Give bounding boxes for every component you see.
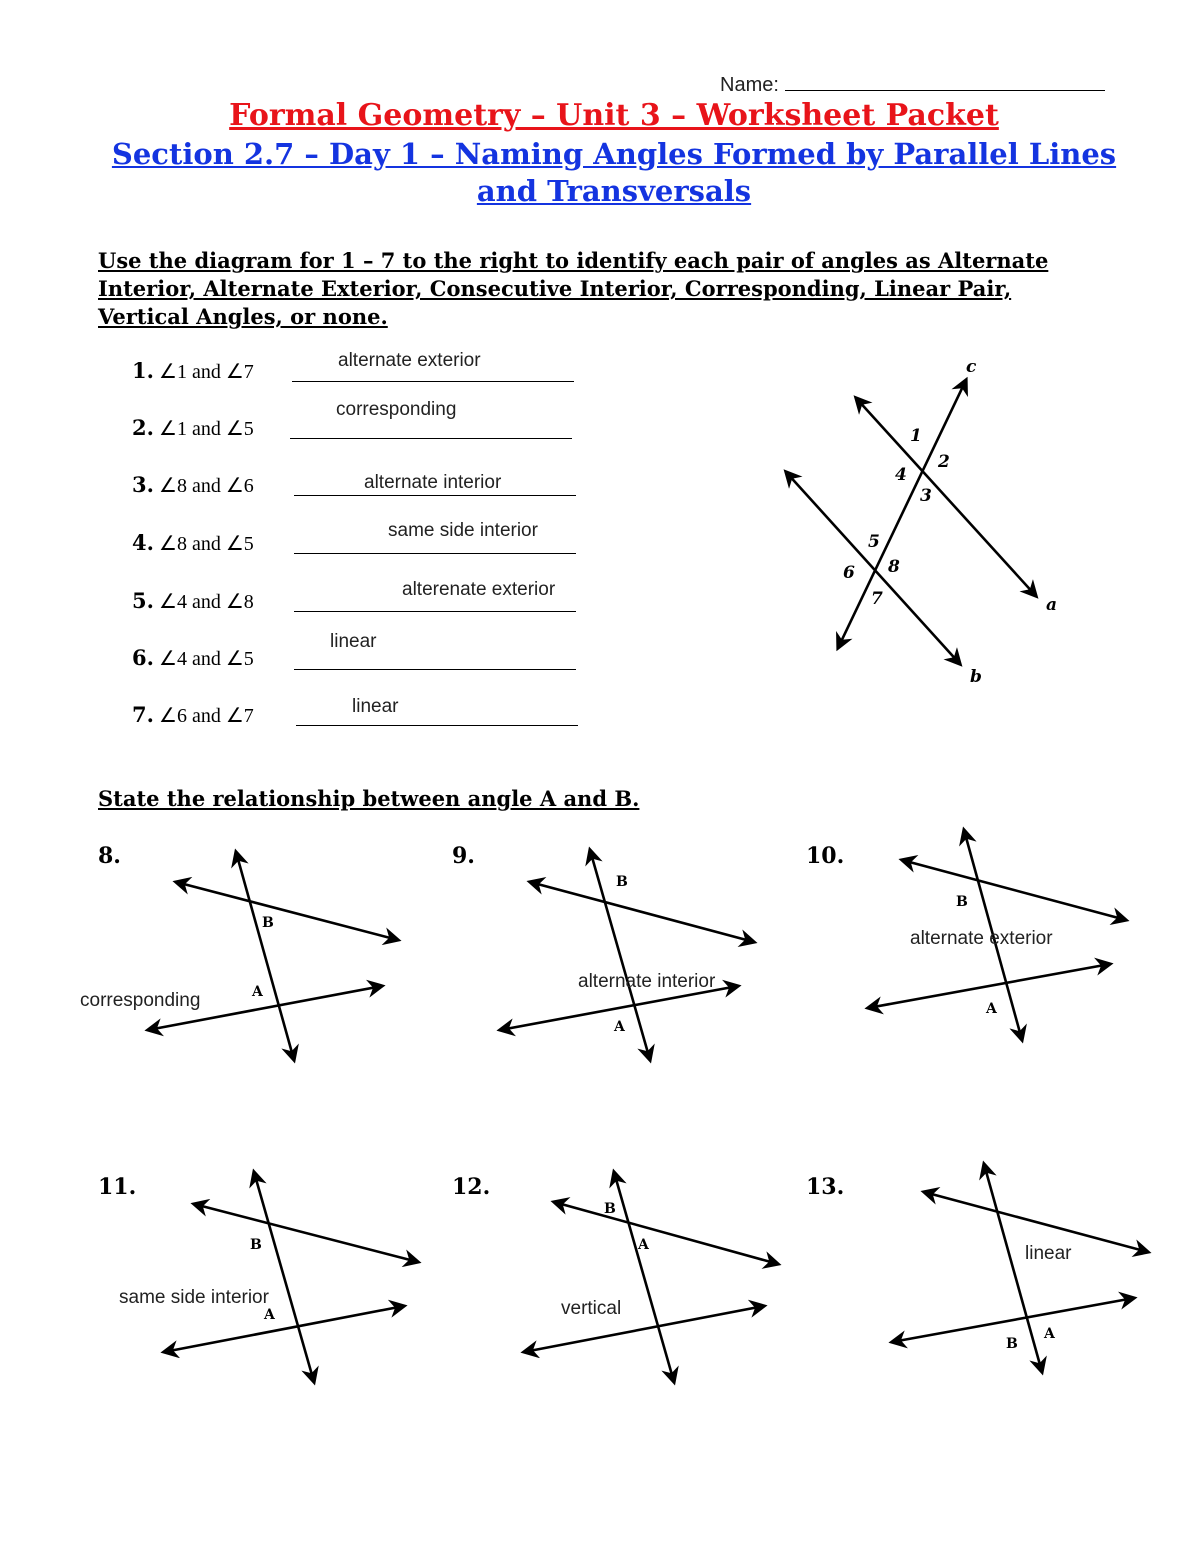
answer-blank-1[interactable] (292, 381, 574, 382)
problem-11-diagram (156, 1162, 428, 1394)
worksheet-title: Formal Geometry – Unit 3 – Worksheet Packet (229, 98, 999, 133)
answer-5: alterenate exterior (402, 579, 556, 600)
answer-blank-4[interactable] (294, 553, 576, 554)
answer-blank-6[interactable] (294, 669, 576, 670)
question-angles: ∠8 and ∠6 (159, 475, 254, 497)
line-a (856, 398, 1036, 596)
problem-12-answer: vertical (561, 1298, 622, 1319)
question-number: 3. (132, 472, 154, 497)
answer-blank-3[interactable] (294, 495, 576, 496)
problem-9-answer: alternate interior (578, 971, 716, 992)
problem-11-number: 11. (98, 1174, 137, 1200)
name-blank[interactable] (785, 72, 1105, 91)
problem-10-number: 10. (806, 843, 845, 869)
name-label: Name: (720, 74, 779, 96)
problem-11-label-a: A (264, 1307, 275, 1323)
answer-3: alternate interior (364, 472, 502, 493)
question-angles: ∠6 and ∠7 (159, 705, 254, 727)
angle-label-2: 2 (938, 452, 950, 472)
angle-label-6: 6 (843, 563, 855, 583)
problem-13-label-b: B (1006, 1336, 1018, 1352)
problem-12-label-a: A (638, 1237, 649, 1253)
question-angles: ∠8 and ∠5 (159, 533, 254, 555)
part2-instructions: State the relationship between angle A and B. (98, 786, 640, 811)
answer-blank-7[interactable] (296, 725, 578, 726)
problem-8-diagram (140, 840, 420, 1070)
answer-1: alternate exterior (338, 350, 481, 371)
problem-13-label-a: A (1044, 1326, 1055, 1342)
question-number: 1. (132, 358, 154, 383)
answer-7: linear (352, 696, 399, 717)
problem-9-label-a: A (614, 1019, 625, 1035)
question-4 (132, 530, 254, 556)
problem-13-number: 13. (806, 1174, 845, 1200)
problem-8-label-a: A (252, 984, 263, 1000)
angle-label-3: 3 (920, 486, 932, 506)
part1-instructions: Use the diagram for 1 – 7 to the right to identify each pair of angles as Alternate Interior, Alternate Exterior, Consecutive Interior, Corresponding, Linear Pair, Vertical Angles, or none. (98, 248, 1049, 329)
question-5 (132, 588, 254, 614)
section-title-line1: Section 2.7 – Day 1 – Naming Angles Formed by Parallel Lines (111, 137, 1117, 171)
problem-10-label-b: B (956, 894, 968, 910)
problem-13-answer: linear (1025, 1243, 1072, 1264)
problem-8-number: 8. (98, 843, 121, 869)
problem-8-answer: corresponding (80, 990, 201, 1011)
line-label-c: c (966, 357, 977, 377)
transversal-c (838, 380, 966, 648)
problem-12-diagram (516, 1162, 788, 1394)
question-angles: ∠4 and ∠5 (159, 648, 254, 670)
question-angles: ∠4 and ∠8 (159, 591, 254, 613)
problem-10-label-a: A (986, 1001, 997, 1017)
answer-blank-5[interactable] (294, 611, 576, 612)
problem-13-diagram (884, 1154, 1164, 1386)
angle-label-1: 1 (910, 426, 922, 446)
problem-12-label-b: B (604, 1201, 616, 1217)
line-b (786, 472, 960, 664)
angle-label-4: 4 (895, 465, 907, 485)
angle-label-7: 7 (871, 589, 883, 609)
answer-2: corresponding (336, 399, 457, 420)
problem-10-answer: alternate exterior (910, 928, 1053, 949)
answer-blank-2[interactable] (290, 438, 572, 439)
problem-12-number: 12. (452, 1174, 491, 1200)
angle-label-8: 8 (888, 557, 900, 577)
section-title-line2: and Transversals (476, 174, 752, 208)
problem-8-label-b: B (262, 915, 274, 931)
question-number: 7. (132, 702, 154, 727)
answer-4: same side interior (388, 520, 538, 541)
question-3 (132, 472, 254, 498)
question-1 (132, 358, 254, 384)
problem-9-label-b: B (616, 874, 628, 890)
problem-9-diagram (492, 840, 762, 1070)
problem-11-answer: same side interior (119, 1287, 269, 1308)
angle-label-5: 5 (868, 532, 880, 552)
question-6 (132, 645, 254, 671)
problem-9-number: 9. (452, 843, 475, 869)
section-title (0, 136, 1200, 210)
question-number: 2. (132, 415, 154, 440)
question-2 (132, 415, 254, 441)
question-7 (132, 702, 254, 728)
answer-6: linear (330, 631, 377, 652)
question-number: 6. (132, 645, 154, 670)
question-number: 5. (132, 588, 154, 613)
question-angles: ∠1 and ∠5 (159, 418, 254, 440)
question-angles: ∠1 and ∠7 (159, 361, 254, 383)
parallel-lines-diagram (760, 340, 1080, 700)
line-label-b: b (970, 667, 982, 687)
name-field[interactable] (720, 72, 1105, 97)
question-number: 4. (132, 530, 154, 555)
problem-11-label-b: B (250, 1237, 262, 1253)
line-label-a: a (1046, 595, 1058, 615)
